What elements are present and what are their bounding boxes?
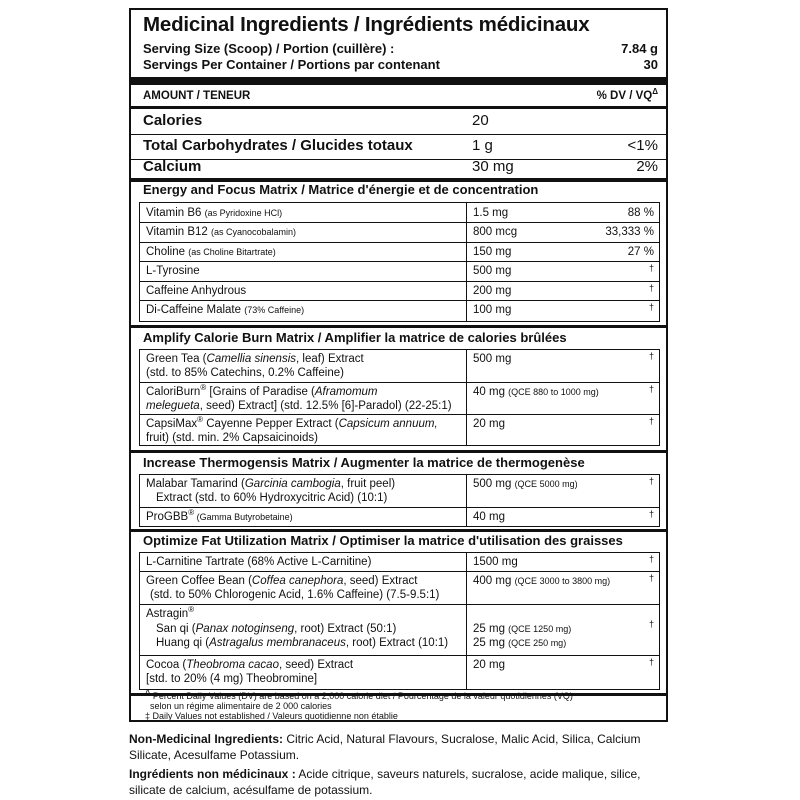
ingredient-amount: 1500 mg: [473, 556, 518, 568]
ingredient-detail: Extract (std. to 60% Hydroxycitric Acid) (10:1): [156, 492, 388, 504]
ingredient-dv: 33,333 %: [605, 226, 654, 238]
section-title-increase: Increase Thermogensis Matrix / Augmenter la matrice de thermogenèse: [143, 455, 585, 470]
ingredient-name: L-Tyrosine: [146, 265, 200, 277]
ingredient-amount: 500 mg (QCE 5000 mg): [473, 478, 578, 490]
ingredient-amount: 40 mg: [473, 511, 505, 523]
ingredient-detail: melegueta, seed) Extract] (std. 12.5% [6]-Paradol) (22-25:1): [146, 400, 452, 412]
nutrient-name: Total Carbohydrates / Glucides totaux: [143, 137, 413, 154]
ingredient-detail: Huang qi (Astragalus membranaceus, root) Extract (10:1): [156, 637, 449, 649]
serving-size-value: 7.84 g: [621, 41, 658, 56]
ingredient-amount: 500 mg: [473, 353, 512, 365]
increase-matrix-table: [139, 474, 660, 527]
non-medicinal-ingredients-en: Non-Medicinal Ingredients: Citric Acid, Natural Flavours, Sucralose, Malic Acid, Silica, Calcium Silicate, Acesulfame Potassium.: [129, 732, 641, 762]
nutrient-dv: 2%: [636, 158, 658, 175]
amplify-matrix-table: [139, 349, 660, 446]
ingredient-amount: 20 mg: [473, 418, 505, 430]
dagger-mark: †: [648, 476, 654, 486]
dagger-mark: †: [648, 351, 654, 361]
ingredient-name: Choline (as Choline Bitartrate): [146, 246, 276, 258]
ingredient-name: Green Tea (Camellia sinensis, leaf) Extract: [146, 353, 364, 365]
ingredient-name: Vitamin B6 (as Pyridoxine HCl): [146, 207, 283, 219]
supplement-facts-panel: [129, 8, 668, 722]
ingredient-amount: 40 mg (QCE 880 to 1000 mg): [473, 386, 599, 398]
dagger-mark: †: [648, 509, 654, 519]
dagger-mark: †: [648, 554, 654, 564]
ingredient-name: Di-Caffeine Malate (73% Caffeine): [146, 304, 305, 316]
header-rule: [131, 106, 666, 109]
ingredient-amount: 1.5 mg: [473, 207, 509, 219]
ingredient-name: CaloriBurn® [Grains of Paradise (Aframomum: [146, 383, 378, 398]
dagger-mark: †: [648, 302, 654, 312]
energy-matrix-table: [139, 202, 660, 322]
ingredient-amount: 800 mcg: [473, 226, 518, 238]
ingredient-detail: [std. to 20% (4 mg) Theobromine]: [146, 673, 318, 685]
dagger-mark: †: [648, 384, 654, 394]
ingredient-detail: San qi (Panax notoginseng, root) Extract (50:1): [156, 623, 397, 635]
ingredient-amount: 25 mg (QCE 1250 mg): [473, 623, 572, 635]
dagger-mark: †: [648, 573, 654, 583]
ingredient-detail: (std. to 85% Catechins, 0.2% Caffeine): [146, 367, 344, 379]
dagger-mark: †: [648, 416, 654, 426]
ingredient-name: CapsiMax® Cayenne Pepper Extract (Capsicum annuum,: [146, 415, 438, 430]
ingredient-dv: 88 %: [627, 207, 654, 219]
ingredient-name: Caffeine Anhydrous: [146, 285, 247, 297]
ingredient-amount: 200 mg: [473, 285, 512, 297]
nutrient-amount: 20: [472, 112, 489, 129]
ingredient-amount: 150 mg: [473, 246, 512, 258]
nutrient-amount: 1 g: [472, 137, 493, 154]
ingredient-name: Astragin®: [146, 605, 195, 620]
dv-header: % DV / $VQ^\Delta$: [596, 87, 658, 102]
dagger-mark: †: [648, 283, 654, 293]
ingredient-name: ProGBB® (Gamma Butyrobetaine): [146, 508, 293, 523]
ingredient-detail: (std. to 50% Chlorogenic Acid, 1.6% Caffeine) (7.5-9.5:1): [150, 589, 440, 601]
optimize-matrix-table: [139, 552, 660, 690]
nutrient-name: Calcium: [143, 158, 202, 175]
ingredient-name: Malabar Tamarind (Garcinia cambogia, fruit peel): [146, 478, 396, 490]
dagger-mark: †: [648, 657, 654, 667]
ingredient-amount: 400 mg (QCE 3000 to 3800 mg): [473, 575, 611, 587]
footnote-dagger: ‡ Daily Values not established / Valeurs quotidienne non établie: [145, 711, 398, 721]
dagger-mark: †: [648, 263, 654, 273]
ingredient-amount: 20 mg: [473, 659, 505, 671]
dagger-mark: †: [648, 619, 654, 629]
non-medicinal-ingredients-fr: Ingrédients non médicinaux : Acide citrique, saveurs naturels, sucralose, acide malique, silice, silicate de calcium, acésulfame de potassium.: [129, 767, 641, 797]
nutrient-dv: <1%: [627, 137, 658, 154]
ingredient-amount: 500 mg: [473, 265, 512, 277]
footnote-dv-fr: selon un régime alimentaire de 2 000 calories: [150, 701, 332, 711]
servings-label: Servings Per Container / Portions par contenant: [143, 57, 440, 72]
section-title-energy: Energy and Focus Matrix / Matrice d'énergie et de concentration: [143, 182, 539, 197]
ingredient-amount: 100 mg: [473, 304, 512, 316]
footnote-dv: $^\Delta$ Percent Daily Values (DV) are based on a 2,000 calorie diet / Pourcentage de la valeur quotidiennes (VQ): [145, 688, 573, 701]
ingredient-detail: fruit) (std. min. 2% Capsaicinoids): [146, 432, 318, 444]
ingredient-name: L-Carnitine Tartrate (68% Active L-Carnitine): [146, 556, 372, 568]
nutrient-name: Calories: [143, 112, 203, 129]
ingredient-name: Vitamin B12 (as Cyanocobalamin): [146, 226, 297, 238]
amount-header: AMOUNT / TENEUR: [143, 90, 251, 102]
ingredient-name: Cocoa (Theobroma cacao, seed) Extract: [146, 659, 354, 671]
ingredient-amount: 25 mg (QCE 250 mg): [473, 637, 567, 649]
section-title-amplify: Amplify Calorie Burn Matrix / Amplifier la matrice de calories brûlées: [143, 330, 567, 345]
servings-value: 30: [643, 57, 658, 72]
ingredient-name: Green Coffee Bean (Coffea canephora, seed) Extract: [146, 575, 418, 587]
ingredient-dv: 27 %: [627, 246, 654, 258]
serving-size-label: Serving Size (Scoop) / Portion (cuillère) :: [143, 41, 395, 56]
nutrient-amount: 30 mg: [472, 158, 514, 175]
thick-rule: [131, 77, 666, 85]
panel-title: Medicinal Ingredients / Ingrédients médicinaux: [143, 13, 590, 36]
section-title-optimize: Optimize Fat Utilization Matrix / Optimiser la matrice d'utilisation des graisses: [143, 533, 623, 548]
